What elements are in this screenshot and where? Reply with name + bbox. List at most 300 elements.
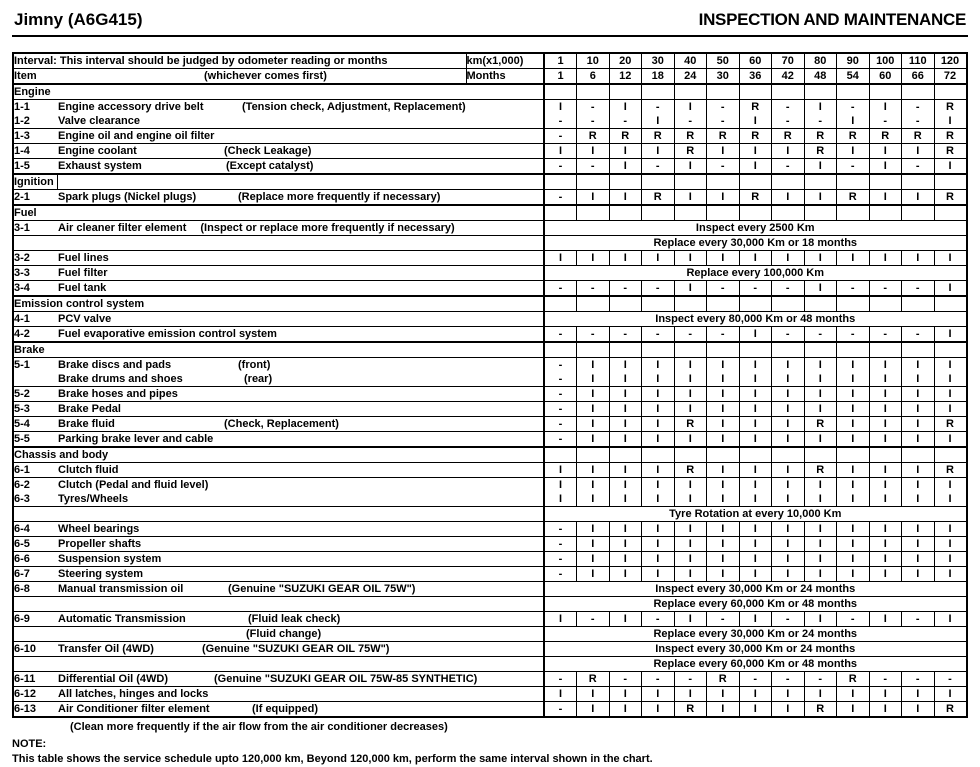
interval-value: - bbox=[558, 538, 563, 550]
interval-value: I bbox=[656, 373, 660, 385]
interval-value-cell bbox=[804, 522, 837, 537]
item-line bbox=[14, 627, 543, 641]
interval-value: I bbox=[916, 568, 920, 580]
interval-value: - bbox=[623, 673, 628, 685]
item-row bbox=[13, 672, 967, 687]
interval-value-cell bbox=[804, 417, 837, 432]
interval-value-cell bbox=[739, 144, 772, 159]
empty-cell bbox=[609, 174, 642, 190]
interval-value: I bbox=[753, 418, 757, 430]
interval-value: I bbox=[721, 479, 725, 491]
interval-value-cell bbox=[739, 463, 772, 478]
item-number: 6-3 bbox=[14, 493, 30, 505]
item-number: 1-4 bbox=[14, 145, 30, 157]
interval-value: I bbox=[753, 145, 757, 157]
interval-value: - bbox=[688, 673, 693, 685]
interval-value-cell bbox=[739, 387, 772, 402]
interval-value-cell bbox=[707, 251, 740, 266]
interval-value-cell bbox=[674, 463, 707, 478]
interval-value: I bbox=[916, 403, 920, 415]
interval-value-cell bbox=[609, 281, 642, 297]
interval-value: I bbox=[786, 252, 790, 264]
interval-value: - bbox=[558, 130, 563, 142]
interval-value: I bbox=[623, 688, 627, 700]
interval-value-cell bbox=[707, 327, 740, 343]
item-label-cell bbox=[13, 582, 544, 597]
empty-cell bbox=[674, 296, 707, 312]
interval-value: I bbox=[786, 388, 790, 400]
item-subrow bbox=[13, 236, 967, 251]
item-label-cell bbox=[13, 627, 544, 642]
item-name: All latches, hinges and locks bbox=[58, 688, 209, 700]
item-line bbox=[14, 687, 543, 701]
interval-value-cell bbox=[544, 567, 577, 582]
interval-value-cell bbox=[577, 402, 610, 417]
interval-value-cell bbox=[934, 129, 967, 144]
interval-value: I bbox=[688, 160, 692, 172]
interval-value: I bbox=[656, 479, 660, 491]
interval-value-cell bbox=[609, 522, 642, 537]
empty-cell bbox=[674, 205, 707, 221]
interval-value: I bbox=[883, 373, 887, 385]
empty-cell bbox=[674, 84, 707, 100]
interval-value-cell bbox=[642, 144, 675, 159]
interval-value: I bbox=[721, 373, 725, 385]
interval-value: - bbox=[818, 673, 823, 685]
item-number: 6-6 bbox=[14, 553, 30, 565]
interval-value: I bbox=[753, 568, 757, 580]
interval-value: I bbox=[883, 553, 887, 565]
interval-value: I bbox=[851, 523, 855, 535]
interval-value-cell bbox=[902, 672, 935, 687]
empty-cell bbox=[934, 84, 967, 100]
item-number: 4-1 bbox=[14, 313, 30, 325]
interval-value-cell bbox=[642, 251, 675, 266]
interval-value-cell bbox=[642, 702, 675, 718]
item-label-cell bbox=[13, 236, 544, 251]
item-number: 6-4 bbox=[14, 523, 30, 535]
interval-value-cell bbox=[772, 159, 805, 175]
interval-value-cell bbox=[772, 251, 805, 266]
item-line bbox=[14, 402, 543, 416]
interval-value-cell bbox=[544, 702, 577, 718]
interval-value: I bbox=[623, 101, 627, 113]
interval-value-cell bbox=[869, 432, 902, 448]
empty-cell bbox=[902, 342, 935, 358]
interval-value: I bbox=[818, 282, 822, 294]
interval-value: R bbox=[946, 101, 954, 113]
interval-value-cell bbox=[642, 129, 675, 144]
interval-value: I bbox=[656, 145, 660, 157]
interval-value-cell bbox=[609, 567, 642, 582]
empty-cell bbox=[707, 447, 740, 463]
empty-cell bbox=[772, 84, 805, 100]
item-header bbox=[13, 69, 466, 85]
interval-value-cell bbox=[934, 159, 967, 175]
item-name: Fuel filter bbox=[58, 267, 108, 279]
interval-value: I bbox=[818, 191, 822, 203]
interval-value: I bbox=[721, 688, 725, 700]
interval-value: R bbox=[816, 703, 825, 715]
empty-cell bbox=[544, 447, 577, 463]
interval-value-cell bbox=[739, 478, 772, 507]
interval-value-cell bbox=[544, 251, 577, 266]
interval-value-cell bbox=[739, 522, 772, 537]
interval-value-cell bbox=[772, 129, 805, 144]
item-subrow bbox=[13, 597, 967, 612]
months-label: Months bbox=[466, 69, 544, 85]
empty-cell bbox=[577, 205, 610, 221]
interval-value: I bbox=[916, 191, 920, 203]
interval-value: I bbox=[948, 359, 952, 371]
interval-value: - bbox=[558, 115, 563, 127]
interval-value-cell bbox=[707, 417, 740, 432]
interval-value: R bbox=[946, 130, 954, 142]
interval-value-cell bbox=[642, 358, 675, 387]
interval-value: - bbox=[558, 523, 563, 535]
interval-value-cell bbox=[544, 522, 577, 537]
interval-value: I bbox=[916, 479, 920, 491]
interval-value: I bbox=[753, 373, 757, 385]
interval-value-cell bbox=[544, 687, 577, 702]
interval-value-cell bbox=[869, 522, 902, 537]
item-note: (front) bbox=[238, 359, 271, 371]
interval-value-cell bbox=[869, 159, 902, 175]
empty-cell bbox=[869, 84, 902, 100]
item-label-cell bbox=[13, 387, 544, 402]
item-number: 6-5 bbox=[14, 538, 30, 550]
empty-cell bbox=[772, 296, 805, 312]
interval-value-cell bbox=[902, 612, 935, 627]
interval-value: I bbox=[883, 464, 887, 476]
interval-value-cell bbox=[544, 159, 577, 175]
interval-value-cell bbox=[544, 402, 577, 417]
header-divider bbox=[12, 35, 968, 37]
empty-cell bbox=[577, 447, 610, 463]
interval-value-cell bbox=[804, 100, 837, 129]
interval-value: I bbox=[786, 553, 790, 565]
empty-cell bbox=[902, 296, 935, 312]
interval-value-cell bbox=[804, 129, 837, 144]
item-row bbox=[13, 417, 967, 432]
item-line bbox=[14, 582, 543, 596]
interval-value: I bbox=[786, 403, 790, 415]
interval-value-cell bbox=[772, 612, 805, 627]
interval-value: I bbox=[753, 523, 757, 535]
interval-value: - bbox=[623, 115, 628, 127]
interval-value: I bbox=[721, 703, 725, 715]
empty-cell bbox=[902, 84, 935, 100]
interval-value: I bbox=[721, 418, 725, 430]
interval-value-cell bbox=[739, 251, 772, 266]
interval-value: I bbox=[818, 568, 822, 580]
interval-value-cell bbox=[837, 478, 870, 507]
interval-value-cell bbox=[837, 417, 870, 432]
interval-value-cell bbox=[577, 144, 610, 159]
interval-value: R bbox=[848, 673, 857, 685]
interval-value: - bbox=[948, 673, 952, 685]
interval-value-cell bbox=[609, 129, 642, 144]
interval-value: I bbox=[948, 160, 952, 172]
interval-value: I bbox=[721, 568, 725, 580]
item-name: Fuel evaporative emission control system bbox=[58, 328, 277, 340]
interval-value-cell bbox=[544, 281, 577, 297]
interval-value: I bbox=[688, 388, 692, 400]
interval-value-cell bbox=[577, 432, 610, 448]
empty-cell bbox=[837, 174, 870, 190]
interval-value: I bbox=[786, 703, 790, 715]
interval-value-cell bbox=[739, 129, 772, 144]
empty-cell bbox=[869, 447, 902, 463]
months-header-cell: 24 bbox=[674, 69, 707, 85]
interval-span-text: Inspect every 30,000 Km or 24 months bbox=[544, 582, 967, 597]
interval-value-cell bbox=[804, 537, 837, 552]
interval-value-cell bbox=[609, 100, 642, 129]
item-row bbox=[13, 266, 967, 281]
interval-value: - bbox=[720, 328, 725, 340]
interval-value-cell bbox=[772, 281, 805, 297]
interval-value: - bbox=[785, 101, 790, 113]
interval-value-cell bbox=[902, 100, 935, 129]
interval-value: I bbox=[753, 115, 757, 127]
interval-value-cell bbox=[577, 612, 610, 627]
interval-value-cell bbox=[544, 537, 577, 552]
empty-cell bbox=[739, 342, 772, 358]
interval-value-cell bbox=[934, 537, 967, 552]
interval-value: I bbox=[916, 252, 920, 264]
interval-value-cell bbox=[902, 358, 935, 387]
interval-value: I bbox=[753, 703, 757, 715]
interval-value-cell bbox=[869, 129, 902, 144]
interval-value: I bbox=[753, 359, 757, 371]
interval-value-cell bbox=[772, 190, 805, 206]
interval-value-cell bbox=[609, 358, 642, 387]
interval-value: R bbox=[946, 191, 954, 203]
interval-value: - bbox=[720, 101, 725, 113]
interval-value: I bbox=[591, 388, 595, 400]
interval-value: I bbox=[851, 464, 855, 476]
item-line bbox=[14, 672, 543, 686]
interval-span-text: Inspect every 2500 Km bbox=[544, 221, 967, 236]
interval-value-cell bbox=[837, 281, 870, 297]
interval-value: I bbox=[591, 359, 595, 371]
empty-cell bbox=[609, 342, 642, 358]
interval-value: - bbox=[590, 160, 595, 172]
item-label-cell bbox=[13, 657, 544, 672]
interval-value: I bbox=[883, 160, 887, 172]
interval-value: I bbox=[558, 101, 563, 113]
interval-value: I bbox=[916, 464, 920, 476]
interval-value-cell bbox=[869, 327, 902, 343]
interval-value: - bbox=[720, 282, 725, 294]
interval-value: I bbox=[688, 191, 692, 203]
item-label-cell bbox=[13, 612, 544, 627]
interval-value-cell bbox=[577, 129, 610, 144]
interval-value: I bbox=[851, 373, 855, 385]
interval-value: I bbox=[721, 145, 725, 157]
interval-value-cell bbox=[869, 190, 902, 206]
months-header-cell: 36 bbox=[739, 69, 772, 85]
item-line bbox=[14, 522, 543, 536]
item-number: 6-9 bbox=[14, 613, 30, 625]
empty-cell bbox=[707, 296, 740, 312]
category-label: Ignition bbox=[14, 175, 58, 189]
item-name: Suspension system bbox=[58, 553, 162, 565]
interval-value-cell bbox=[707, 144, 740, 159]
interval-value: I bbox=[786, 568, 790, 580]
interval-value-cell bbox=[804, 159, 837, 175]
interval-value: I bbox=[656, 359, 660, 371]
interval-value-cell bbox=[902, 522, 935, 537]
page-header bbox=[12, 0, 968, 37]
empty-cell bbox=[642, 447, 675, 463]
interval-value: R bbox=[588, 130, 597, 142]
interval-value: R bbox=[946, 418, 954, 430]
interval-value-cell bbox=[707, 552, 740, 567]
item-row-double bbox=[13, 100, 967, 129]
item-line bbox=[14, 387, 543, 401]
empty-cell bbox=[609, 296, 642, 312]
interval-value-cell bbox=[642, 537, 675, 552]
interval-value: I bbox=[558, 493, 563, 505]
empty-cell bbox=[642, 174, 675, 190]
section-title: INSPECTION AND MAINTENANCE bbox=[698, 10, 966, 29]
interval-value: I bbox=[591, 418, 595, 430]
interval-value: - bbox=[688, 328, 693, 340]
item-label-cell bbox=[13, 537, 544, 552]
interval-value-cell bbox=[707, 567, 740, 582]
interval-value-cell bbox=[674, 702, 707, 718]
interval-value: I bbox=[623, 191, 627, 203]
interval-value: I bbox=[818, 613, 822, 625]
interval-value-cell bbox=[577, 552, 610, 567]
interval-value: I bbox=[623, 553, 627, 565]
interval-value: - bbox=[883, 282, 888, 294]
interval-value-cell bbox=[902, 190, 935, 206]
interval-value: I bbox=[948, 252, 952, 264]
interval-value: I bbox=[948, 688, 952, 700]
interval-value: - bbox=[558, 191, 563, 203]
interval-value-cell bbox=[707, 159, 740, 175]
interval-value: - bbox=[818, 115, 823, 127]
item-row bbox=[13, 144, 967, 159]
interval-value: I bbox=[688, 373, 692, 385]
interval-value: I bbox=[851, 538, 855, 550]
category-label: Engine bbox=[14, 86, 51, 98]
interval-value: - bbox=[785, 160, 790, 172]
interval-value: I bbox=[818, 688, 822, 700]
interval-value: I bbox=[721, 523, 725, 535]
interval-value-cell bbox=[577, 190, 610, 206]
interval-value-cell bbox=[739, 432, 772, 448]
interval-value-cell bbox=[772, 687, 805, 702]
interval-value-cell bbox=[869, 387, 902, 402]
interval-value-cell bbox=[674, 567, 707, 582]
interval-value: - bbox=[623, 282, 628, 294]
interval-value-cell bbox=[772, 552, 805, 567]
item-row bbox=[13, 387, 967, 402]
km-header-cell: 100 bbox=[869, 53, 902, 69]
empty-cell bbox=[869, 342, 902, 358]
interval-value-cell bbox=[869, 702, 902, 718]
interval-value: I bbox=[688, 101, 692, 113]
interval-value-cell bbox=[642, 417, 675, 432]
empty-cell bbox=[674, 342, 707, 358]
interval-value-cell bbox=[642, 522, 675, 537]
interval-value-cell bbox=[577, 159, 610, 175]
interval-value-cell bbox=[739, 687, 772, 702]
interval-value: I bbox=[883, 101, 887, 113]
interval-value: I bbox=[883, 359, 887, 371]
interval-value-cell bbox=[837, 251, 870, 266]
interval-value-cell bbox=[642, 687, 675, 702]
interval-value: - bbox=[785, 673, 790, 685]
interval-value: I bbox=[883, 613, 887, 625]
interval-value: I bbox=[688, 688, 692, 700]
interval-value-cell bbox=[707, 463, 740, 478]
months-header-cell: 12 bbox=[609, 69, 642, 85]
interval-value: I bbox=[591, 568, 595, 580]
empty-cell bbox=[869, 174, 902, 190]
interval-value: I bbox=[688, 538, 692, 550]
item-number: 6-11 bbox=[14, 673, 36, 685]
category-label: Fuel bbox=[14, 207, 37, 219]
item-name: Manual transmission oil bbox=[58, 583, 184, 595]
interval-value-cell bbox=[869, 281, 902, 297]
interval-value: R bbox=[946, 145, 954, 157]
empty-cell bbox=[544, 296, 577, 312]
interval-value: I bbox=[818, 523, 822, 535]
empty-cell bbox=[934, 205, 967, 221]
interval-value: I bbox=[753, 388, 757, 400]
interval-value: - bbox=[655, 101, 660, 113]
interval-value: I bbox=[851, 688, 855, 700]
interval-value-cell bbox=[772, 387, 805, 402]
interval-value-cell bbox=[837, 159, 870, 175]
item-number: 3-2 bbox=[14, 252, 30, 264]
interval-value-cell bbox=[577, 251, 610, 266]
interval-value-cell bbox=[577, 687, 610, 702]
empty-cell bbox=[934, 342, 967, 358]
interval-value-cell bbox=[934, 463, 967, 478]
item-label-cell bbox=[13, 221, 544, 236]
interval-value-cell bbox=[902, 251, 935, 266]
item-line bbox=[14, 597, 543, 611]
interval-value: - bbox=[915, 613, 920, 625]
interval-value: - bbox=[558, 418, 563, 430]
item-number: 4-2 bbox=[14, 328, 30, 340]
interval-span-text: Replace every 100,000 Km bbox=[544, 266, 967, 281]
interval-value: I bbox=[591, 433, 595, 445]
interval-value: I bbox=[623, 373, 627, 385]
interval-value-cell bbox=[772, 100, 805, 129]
category-row bbox=[13, 84, 967, 100]
interval-value: I bbox=[948, 433, 952, 445]
interval-value-cell bbox=[934, 417, 967, 432]
empty-cell bbox=[934, 447, 967, 463]
empty-cell bbox=[674, 174, 707, 190]
interval-value: I bbox=[948, 613, 952, 625]
interval-value: - bbox=[785, 115, 790, 127]
empty-cell bbox=[902, 174, 935, 190]
interval-value: I bbox=[656, 115, 660, 127]
interval-value: I bbox=[623, 403, 627, 415]
item-label-cell bbox=[13, 567, 544, 582]
interval-value-cell bbox=[544, 129, 577, 144]
interval-value: I bbox=[656, 538, 660, 550]
interval-value-cell bbox=[804, 432, 837, 448]
interval-value-cell bbox=[577, 281, 610, 297]
